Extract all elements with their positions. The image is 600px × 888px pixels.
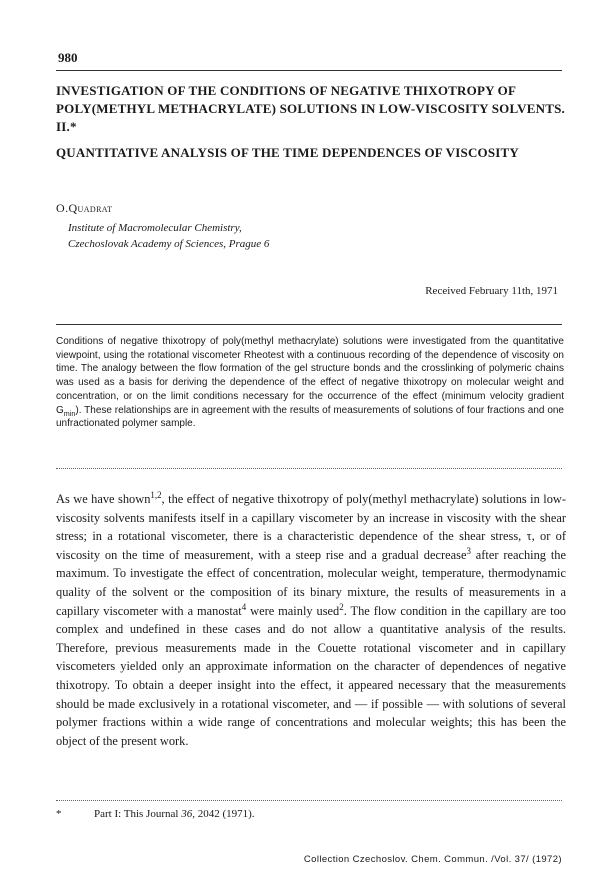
journal-footer: Collection Czechoslov. Chem. Commun. /Vol. 37/ (1972) <box>303 854 562 865</box>
body-segment-4: were mainly used <box>246 603 340 618</box>
footnote-rule <box>56 800 562 801</box>
body-segment-5: . The flow condition in the capillary are too complex and undefined in these cases and do not allow a quantitative analysis of the results. Therefore, previous measurements made in the Couette rotational viscometer and in capillary viscometers yielded only an approximate information on the character of dependences of negative thixotropy. To obtain a deeper insight into the effect, it appeared necessary that the measurements should be made exclusively in a rotational viscometer, and — if possible — with solutions of several polymer fractions within a wide range of concentrations and molecular weights; this has been the object of the present work. <box>56 603 566 748</box>
article-title: INVESTIGATION OF THE CONDITIONS OF NEGATIVE THIXOTROPY OF POLY(METHYL METHACRYLATE) SOLUTIONS IN LOW-VISCOSITY SOLVENTS. II.* <box>56 83 565 134</box>
reference-marker-4: 2 <box>339 601 344 612</box>
abstract-bottom-rule <box>56 468 562 469</box>
reference-marker-1: 1,2 <box>150 489 162 500</box>
abstract <box>56 335 564 431</box>
page-number: 980 <box>58 50 78 65</box>
abstract-text: Conditions of negative thixotropy of poly(methyl methacrylate) solutions were investigated from the quantitative viewpoint, using the rotational viscometer Rheotest with a continuous recording of the dependence of viscosity on time. The analogy between the flow formation of the gel structure bonds and the crosslinking of polymeric chains was used as a basis for deriving the dependence of the effect of negative thixotropy on molecular weight and concentration, or on the limit conditions necessary for the occurrence of the effect (minimum velocity gradient G <box>56 336 564 416</box>
reference-marker-2: 3 <box>466 545 471 556</box>
body-segment-1: As we have shown <box>56 492 151 506</box>
affiliation-line-2: Czechoslovak Academy of Sciences, Prague 6 <box>68 238 270 250</box>
footnote <box>56 808 255 820</box>
author-name: O.Quadrat <box>56 201 113 215</box>
abstract-top-rule <box>56 324 562 325</box>
footnote-volume: 36 <box>181 808 193 820</box>
body-segment-2: , the effect of negative thixotropy of poly(methyl methacrylate) solutions in low-viscosity solvents manifests itself in a capillary viscometer by an increase in viscosity with the shear stress; in a rotational viscometer, there is a characteristic dependence of the shear stress, τ, or of viscosity on the time of measurement, with a steep rise and a gradual decrease <box>56 492 567 562</box>
abstract-subscript: min <box>63 408 76 418</box>
affiliation-line-1: Institute of Macromolecular Chemistry, <box>68 222 242 234</box>
author-affiliation <box>68 220 269 252</box>
footnote-mark: * <box>56 808 62 820</box>
footnote-text-a: Part I: This Journal <box>94 808 182 820</box>
body-paragraph <box>56 490 566 750</box>
header-rule <box>56 70 562 71</box>
body-segment-3: after reaching the maximum. To investigate the effect of concentration, molecular weight, temperature, thermodynamic quality of the solvent or the composition of its binary mixture, the results of measurements in a capillary viscometer with a manostat <box>56 547 566 618</box>
footnote-text-b: , 2042 (1971). <box>192 808 255 820</box>
reference-marker-3: 4 <box>241 601 247 612</box>
abstract-tail: ). These relationships are in agreement with the results of measurements of solutions of four fractions and one unfractionated polymer sample. <box>56 404 564 430</box>
received-date: Received February 11th, 1971 <box>425 285 558 297</box>
article-subtitle: QUANTITATIVE ANALYSIS OF THE TIME DEPENDENCES OF VISCOSITY <box>56 145 519 160</box>
